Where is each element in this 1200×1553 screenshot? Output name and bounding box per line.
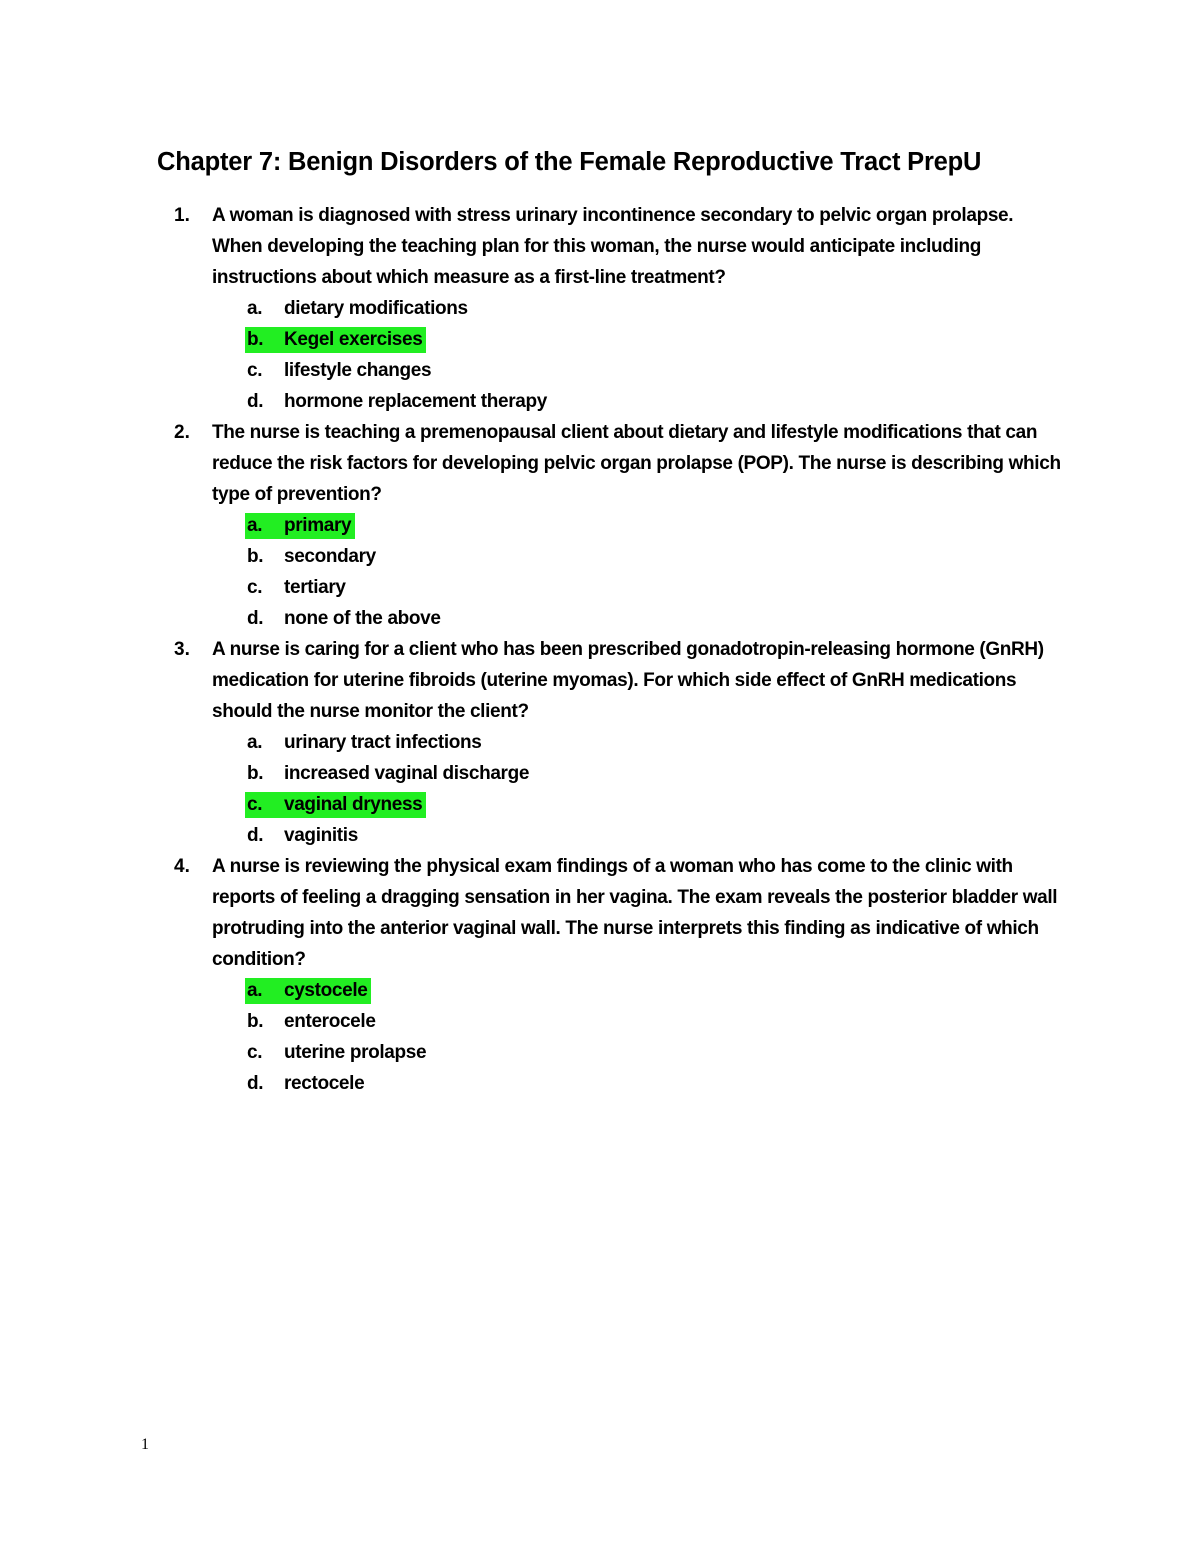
option-highlight xyxy=(245,823,362,849)
question-number: 3. xyxy=(174,639,190,660)
answer-option xyxy=(0,1037,1200,1068)
option-letter: b. xyxy=(247,329,264,350)
option-text: cystocele xyxy=(284,980,368,1001)
option-highlight xyxy=(245,761,533,787)
question-text: A nurse is caring for a client who has been prescribed gonadotropin-releasing hormone (GnRH) medication for uterine fibroids (uterine myomas). For which side effect of GnRH medications should the nurse monitor the client? xyxy=(212,639,1044,722)
option-text: dietary modifications xyxy=(284,298,468,319)
option-text: primary xyxy=(284,515,352,536)
answer-option xyxy=(0,355,1200,386)
option-highlight xyxy=(245,1071,368,1097)
option-letter: d. xyxy=(247,1073,264,1094)
option-text: tertiary xyxy=(284,577,346,598)
option-letter: c. xyxy=(247,577,263,598)
option-letter: b. xyxy=(247,1011,264,1032)
option-text: Kegel exercises xyxy=(284,329,423,350)
question-text: The nurse is teaching a premenopausal client about dietary and lifestyle modifications that can reduce the risk factors for developing pelvic organ prolapse (POP). The nurse is describing which type of prevention? xyxy=(212,422,1061,505)
page-title: Chapter 7: Benign Disorders of the Female Reproductive Tract PrepU xyxy=(157,148,982,176)
answer-option xyxy=(0,758,1200,789)
option-letter: a. xyxy=(247,980,263,1001)
answer-option xyxy=(0,1006,1200,1037)
answer-option xyxy=(0,820,1200,851)
question-4 xyxy=(0,851,1200,1099)
option-highlight xyxy=(245,544,380,570)
option-letter: c. xyxy=(247,360,263,381)
correct-answer-highlight xyxy=(245,792,426,818)
option-highlight xyxy=(245,296,472,322)
question-number: 1. xyxy=(174,205,190,226)
question-2 xyxy=(0,417,1200,634)
option-text: hormone replacement therapy xyxy=(284,391,547,412)
option-highlight xyxy=(245,358,435,384)
question-1 xyxy=(0,200,1200,417)
correct-answer-highlight xyxy=(245,978,371,1004)
answer-option xyxy=(0,324,1200,355)
question-text: A nurse is reviewing the physical exam findings of a woman who has come to the clinic with reports of feeling a dragging sensation in her vagina. The exam reveals the posterior bladder wall protruding into the anterior vaginal wall. The nurse interprets this finding as indicative of which condition? xyxy=(212,856,1058,970)
option-letter: b. xyxy=(247,546,264,567)
option-text: vaginitis xyxy=(284,825,358,846)
option-letter: c. xyxy=(247,794,263,815)
option-text: secondary xyxy=(284,546,376,567)
question-list xyxy=(0,200,1200,1099)
answer-options xyxy=(0,510,1200,634)
answer-option xyxy=(0,541,1200,572)
answer-options xyxy=(0,727,1200,851)
correct-answer-highlight xyxy=(245,327,426,353)
option-letter: d. xyxy=(247,825,264,846)
answer-option xyxy=(0,789,1200,820)
question-number: 4. xyxy=(174,856,190,877)
answer-option xyxy=(0,510,1200,541)
page-number: 1 xyxy=(141,1436,149,1453)
option-text: increased vaginal discharge xyxy=(284,763,530,784)
question-text: A woman is diagnosed with stress urinary incontinence secondary to pelvic organ prolapse. When developing the teaching plan for this woman, the nurse would anticipate including instructions about which measure as a first-line treatment? xyxy=(212,205,1014,288)
option-text: vaginal dryness xyxy=(284,794,423,815)
option-highlight xyxy=(245,1040,430,1066)
option-highlight xyxy=(245,389,551,415)
option-text: rectocele xyxy=(284,1073,365,1094)
option-text: urinary tract infections xyxy=(284,732,482,753)
option-letter: b. xyxy=(247,763,264,784)
answer-option xyxy=(0,975,1200,1006)
option-highlight xyxy=(245,730,485,756)
answer-options xyxy=(0,975,1200,1099)
option-highlight xyxy=(245,575,350,601)
answer-option xyxy=(0,293,1200,324)
answer-option xyxy=(0,1068,1200,1099)
option-letter: c. xyxy=(247,1042,263,1063)
question-number: 2. xyxy=(174,422,190,443)
option-highlight xyxy=(245,606,445,632)
option-text: none of the above xyxy=(284,608,441,629)
option-letter: d. xyxy=(247,608,264,629)
answer-option xyxy=(0,603,1200,634)
correct-answer-highlight xyxy=(245,513,355,539)
answer-option xyxy=(0,386,1200,417)
option-letter: a. xyxy=(247,732,263,753)
answer-option xyxy=(0,727,1200,758)
option-text: lifestyle changes xyxy=(284,360,432,381)
question-3 xyxy=(0,634,1200,851)
answer-options xyxy=(0,293,1200,417)
option-text: uterine prolapse xyxy=(284,1042,427,1063)
option-text: enterocele xyxy=(284,1011,376,1032)
option-letter: d. xyxy=(247,391,264,412)
option-letter: a. xyxy=(247,298,263,319)
option-letter: a. xyxy=(247,515,263,536)
option-highlight xyxy=(245,1009,380,1035)
answer-option xyxy=(0,572,1200,603)
